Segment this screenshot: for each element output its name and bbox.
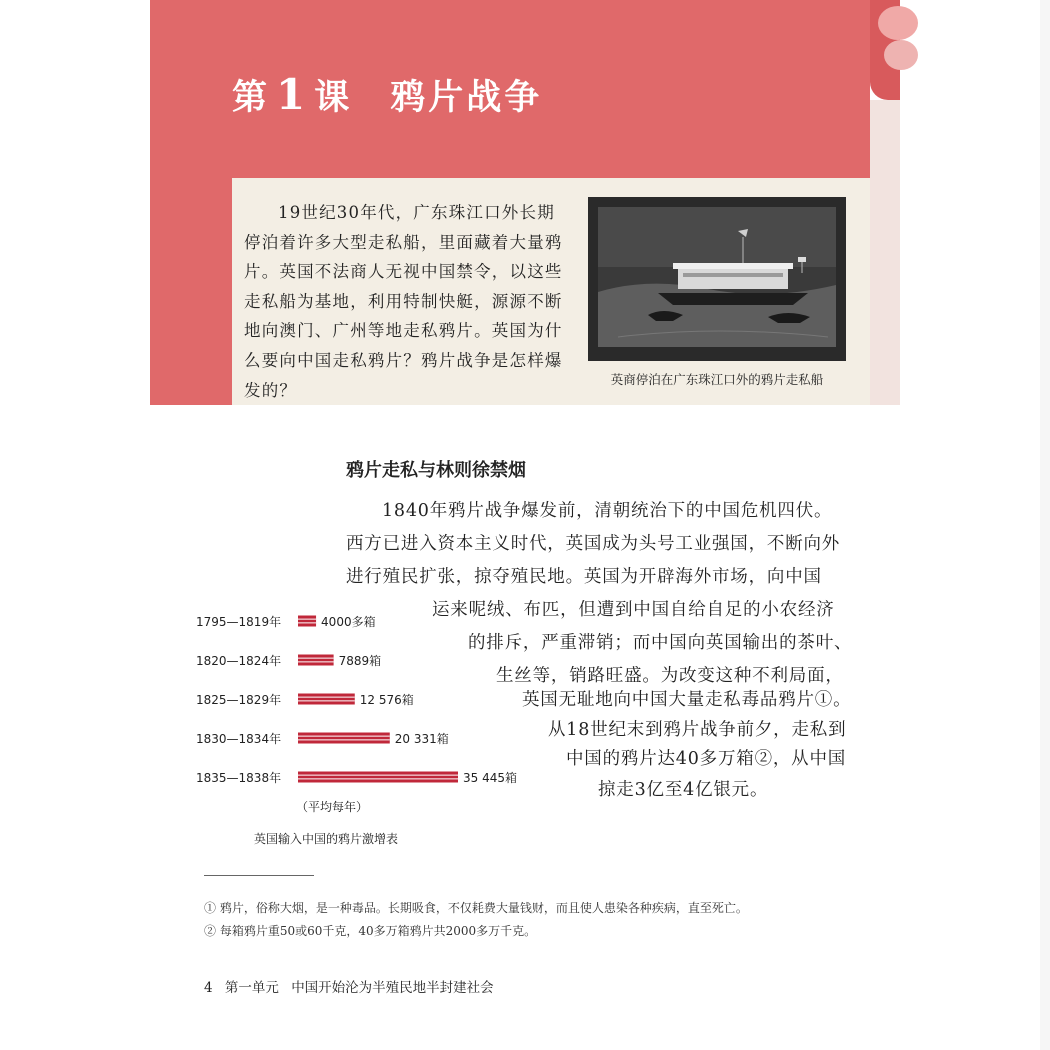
value-label: 20 331箱 (394, 732, 449, 746)
body-line: 掠走3亿至4亿银元。 (598, 780, 769, 800)
body-line: 1840年鸦片战争爆发前，清朝统治下的中国危机四伏。 (382, 501, 833, 521)
category-label: 1795—1819年 (196, 615, 282, 629)
lesson-number: 1 (276, 70, 309, 119)
intro-line: 发的？ (244, 380, 298, 400)
bar (298, 733, 390, 744)
intro-line: 19世纪30年代，广东珠江口外长期 (278, 203, 555, 222)
lesson-suffix: 课 (314, 77, 353, 118)
footnote-divider (204, 875, 314, 876)
body-line: 西方已进入资本主义时代，英国成为头号工业强国，不断向外 (346, 534, 841, 554)
category-label: 1820—1824年 (196, 654, 282, 668)
intro-line: 停泊着许多大型走私船，里面藏着大量鸦 (244, 232, 563, 252)
bar (298, 616, 316, 627)
intro-line: 走私船为基地，利用特制快艇，源源不断 (244, 291, 563, 311)
body-line: 运来呢绒、布匹，但遭到中国自给自足的小农经济 (432, 600, 835, 620)
page-edge (1040, 0, 1050, 1050)
body-line: 英国无耻地向中国大量走私毒品鸦片①。 (522, 690, 852, 710)
chart-note: （平均每年） (296, 800, 369, 814)
category-label: 1830—1834年 (196, 732, 282, 746)
footnote-1: ① 鸦片，俗称大烟，是一种毒品。长期吸食，不仅耗费大量钱财，而且使人患染各种疾病，直至死亡。 (204, 901, 748, 915)
value-label: 4000多箱 (321, 615, 376, 629)
bar (298, 772, 458, 783)
intro-line: 片。英国不法商人无视中国禁令，以这些 (244, 262, 563, 282)
category-label: 1835—1838年 (196, 771, 282, 785)
category-label: 1825—1829年 (196, 693, 282, 707)
page-footer (204, 976, 502, 996)
body-line: 从18世纪末到鸦片战争前夕，走私到 (548, 720, 847, 740)
opium-import-chart (196, 605, 536, 865)
value-label: 35 445箱 (463, 771, 517, 785)
body-line: 的排斥，严重滞销；而中国向英国输出的茶叶、 (468, 633, 853, 653)
bar (298, 694, 355, 705)
photo-caption: 英商停泊在广东珠江口外的鸦片走私船 (610, 372, 824, 387)
unit-label: 第一单元 (224, 980, 279, 996)
value-label: 7889箱 (338, 654, 382, 668)
intro-line: 地向澳门、广州等地走私鸦片。英国为什 (244, 321, 563, 341)
intro-line: 么要向中国走私鸦片？鸦片战争是怎样爆 (244, 350, 563, 370)
edge-tab-dot (878, 6, 918, 40)
edge-tab-dot (884, 40, 918, 70)
page-number: 4 (204, 980, 213, 996)
body-line: 进行殖民扩张，掠夺殖民地。英国为开辟海外市场，向中国 (346, 567, 822, 587)
lesson-name: 鸦片战争 (390, 77, 543, 118)
chart-caption: 英国输入中国的鸦片激增表 (254, 832, 399, 846)
value-label: 12 576箱 (359, 693, 414, 707)
footnote-2: ② 每箱鸦片重50或60千克，40多万箱鸦片共2000多万千克。 (204, 924, 537, 938)
intro-text (244, 198, 579, 405)
body-line: 生丝等，销路旺盛。为改变这种不利局面， (496, 666, 844, 686)
edge-tab-strip (870, 100, 900, 405)
lesson-prefix: 第 (232, 77, 271, 118)
unit-title: 中国开始沦为半殖民地半封建社会 (291, 980, 494, 996)
lesson-title (232, 70, 542, 120)
body-line: 中国的鸦片达40多万箱②，从中国 (566, 749, 847, 769)
smuggling-ship-photo (588, 197, 846, 361)
section-heading: 鸦片走私与林则徐禁烟 (346, 460, 526, 481)
bar (298, 655, 334, 666)
ship-illustration (588, 197, 846, 361)
